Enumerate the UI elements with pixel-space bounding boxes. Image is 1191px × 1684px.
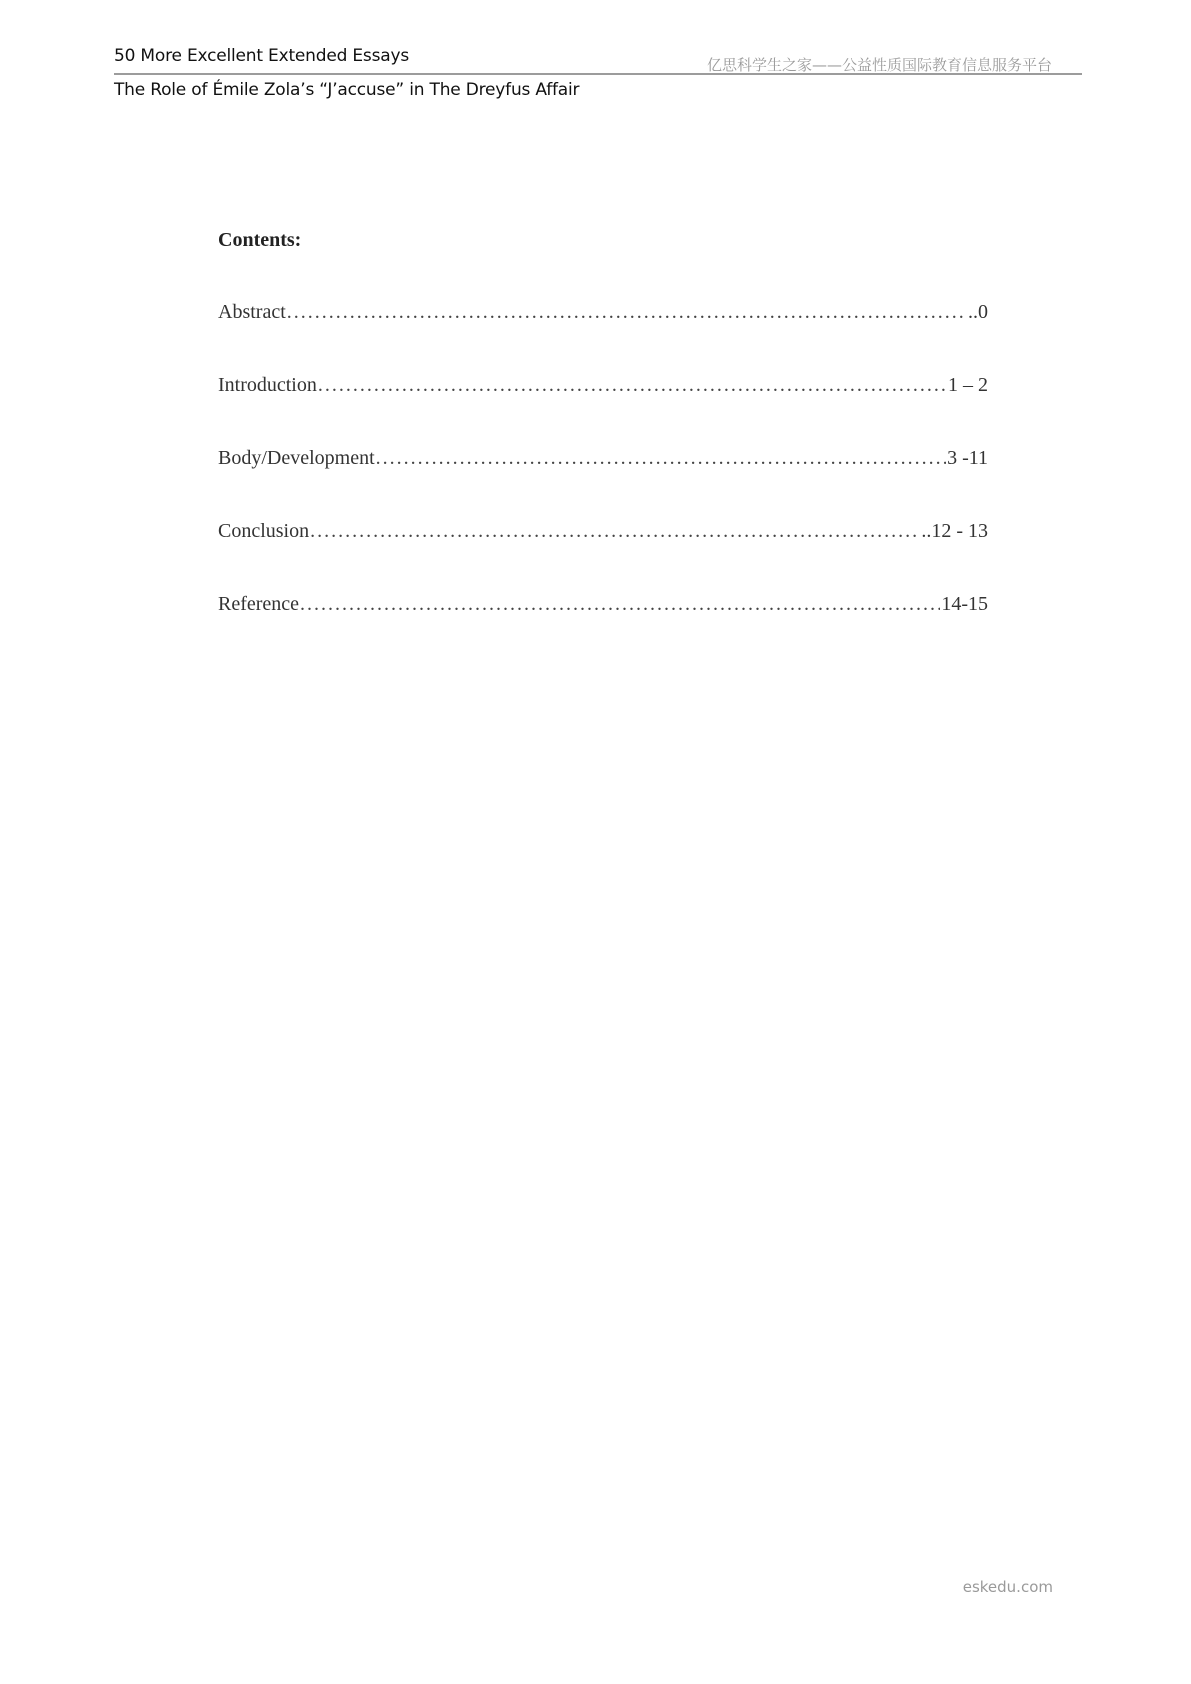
toc-entry-page: ..12 - 13	[921, 520, 988, 542]
toc-entry-reference	[218, 590, 988, 618]
toc-entry-label: Abstract	[218, 301, 286, 323]
toc-leader-dots	[310, 517, 920, 545]
toc-entry-label: Reference	[218, 593, 300, 615]
toc-entry-label: Body/Development	[218, 447, 375, 469]
toc-entry-page: 14-15	[941, 593, 988, 615]
series-title: 50 More Excellent Extended Essays	[114, 46, 409, 66]
page-header	[114, 44, 1082, 104]
toc-entry-page: 3 -11	[947, 447, 988, 469]
table-of-contents	[218, 226, 988, 663]
essay-title: The Role of Émile Zola’s “J’accuse” in The Dreyfus Affair	[114, 80, 580, 100]
toc-entry-page: ..0	[968, 301, 988, 323]
site-name: 亿思科学生之家——公益性质国际教育信息服务平台	[706, 56, 1052, 74]
toc-leader-dots	[300, 590, 940, 618]
toc-leader-dots	[287, 298, 967, 326]
toc-leader-dots	[318, 371, 947, 399]
toc-entry-body-development	[218, 444, 988, 472]
toc-entry-abstract	[218, 298, 988, 326]
footer-site-link[interactable]: eskedu.com	[962, 1578, 1053, 1596]
toc-entry-conclusion	[218, 517, 988, 545]
toc-entry-label: Conclusion	[218, 520, 310, 542]
toc-leader-dots	[376, 444, 946, 472]
toc-entry-page: 1 – 2	[948, 374, 988, 396]
header-divider	[114, 73, 1082, 75]
toc-entry-label: Introduction	[218, 374, 317, 396]
contents-heading: Contents:	[218, 229, 302, 251]
toc-entry-introduction	[218, 371, 988, 399]
